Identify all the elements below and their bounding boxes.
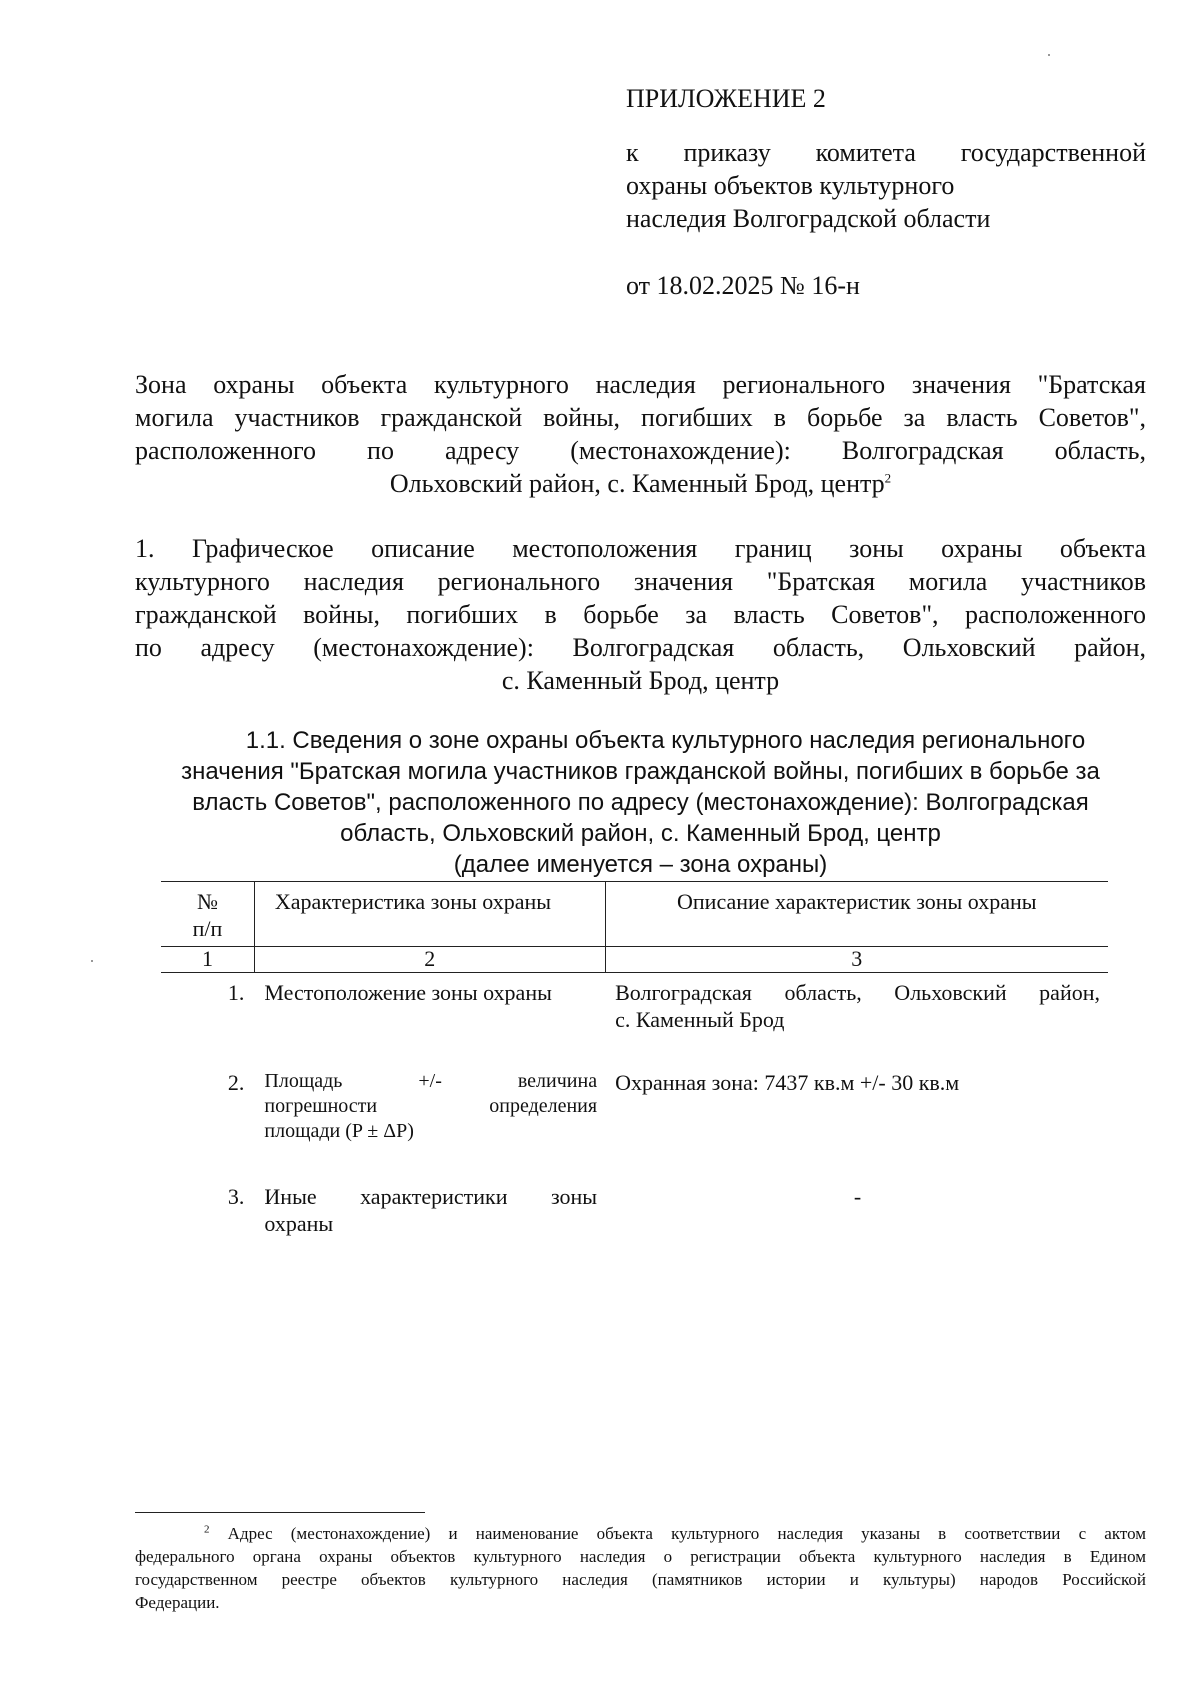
section-1-1-line: значения "Братская могила участников гражданской войны, погибших в борьбе за xyxy=(181,758,1100,785)
appendix-reference xyxy=(626,136,1146,235)
row-description: - xyxy=(853,1184,862,1209)
footnote-line: федерального органа охраны объектов культурного наследия о регистрации объекта культурного наследия в Едином xyxy=(135,1547,1146,1566)
row-description: Волгоградская область, Ольховский район, с. Каменный Брод xyxy=(615,980,1100,1032)
appendix-reference-line: охраны объектов культурного xyxy=(626,171,955,200)
appendix-reference-line: наследия Волгоградской области xyxy=(626,204,991,233)
row-characteristic: Иные характеристики зоны охраны xyxy=(264,1184,598,1236)
row-number: 2. xyxy=(227,1070,245,1095)
section-1-1-line: область, Ольховский район, с. Каменный Брод, центр xyxy=(340,820,941,847)
section-1-line: культурного наследия регионального значения "Братская могила участников xyxy=(135,567,1146,596)
table-row xyxy=(161,1177,1108,1247)
numbering-cell: 1 xyxy=(161,947,254,973)
section-1-1-heading xyxy=(135,725,1146,880)
appendix-title: ПРИЛОЖЕНИЕ 2 xyxy=(626,84,826,113)
scan-speck xyxy=(1048,54,1050,56)
table-row xyxy=(161,1063,1108,1177)
section-1-line: с. Каменный Брод, центр xyxy=(501,666,780,695)
header-cell-number: № п/п xyxy=(161,882,254,947)
section-1-line: по адресу (местонахождение): Волгоградская область, Ольховский район, xyxy=(135,633,1146,662)
footnote-line: Федерации. xyxy=(135,1593,220,1612)
section-1-1-line: власть Советов", расположенного по адресу (местонахождение): Волгоградская xyxy=(192,789,1089,816)
numbering-cell: 2 xyxy=(254,947,605,973)
table-row xyxy=(161,973,1108,1064)
table-numbering-row xyxy=(161,947,1108,973)
row-description: Охранная зона: 7437 кв.м +/- 30 кв.м xyxy=(615,1070,960,1095)
zone-info-table xyxy=(161,881,1108,1247)
row-number: 3. xyxy=(227,1184,245,1209)
numbering-cell: 3 xyxy=(605,947,1108,973)
appendix-reference-line: к приказу комитета государственной xyxy=(626,138,1146,167)
row-characteristic: Местоположение зоны охраны xyxy=(264,980,552,1005)
section-1-line: гражданской войны, погибших в борьбе за власть Советов", расположенного xyxy=(135,600,1146,629)
row-number: 1. xyxy=(227,980,245,1005)
section-1-heading xyxy=(135,532,1146,697)
zone-title-line: Ольховский район, с. Каменный Брод, центр$^2$ xyxy=(389,469,892,498)
footnote-line: государственном реестре объектов культурного наследия (памятников истории и культуры) народов Российской xyxy=(135,1570,1146,1589)
section-1-1-line: 1.1. Сведения о зоне охраны объекта культурного наследия регионального xyxy=(245,727,1086,754)
zone-title xyxy=(135,368,1146,500)
footnote-reference: 2 xyxy=(884,470,892,486)
appendix-block xyxy=(626,82,1146,303)
header-cell-description: Описание характеристик зоны охраны xyxy=(605,882,1108,947)
section-1-1-line: (далее именуется – зона охраны) xyxy=(453,851,828,878)
footnote-separator xyxy=(135,1512,425,1513)
order-date-number: от 18.02.2025 № 16-н xyxy=(626,271,860,300)
zone-title-line: Зона охраны объекта культурного наследия регионального значения "Братская xyxy=(135,370,1146,399)
zone-title-line: расположенного по адресу (местонахождение): Волгоградская область, xyxy=(135,436,1146,465)
footnote xyxy=(135,1522,1146,1614)
row-characteristic: Площадь +/- величина погрешности определения площади (P ± ΔP) xyxy=(264,1070,598,1142)
scan-speck xyxy=(91,960,93,962)
zone-title-line: могила участников гражданской войны, погибших в борьбе за власть Советов", xyxy=(135,403,1146,432)
table-header-row xyxy=(161,882,1108,947)
section-1-line: 1. Графическое описание местоположения границ зоны охраны объекта xyxy=(135,534,1146,563)
footnote-mark: 2 xyxy=(204,1523,210,1536)
header-cell-characteristic: Характеристика зоны охраны xyxy=(254,882,605,947)
footnote-line: $^2$ Адрес (местонахождение) и наименование объекта культурного наследия указаны в соответствии с актом xyxy=(204,1523,1146,1543)
